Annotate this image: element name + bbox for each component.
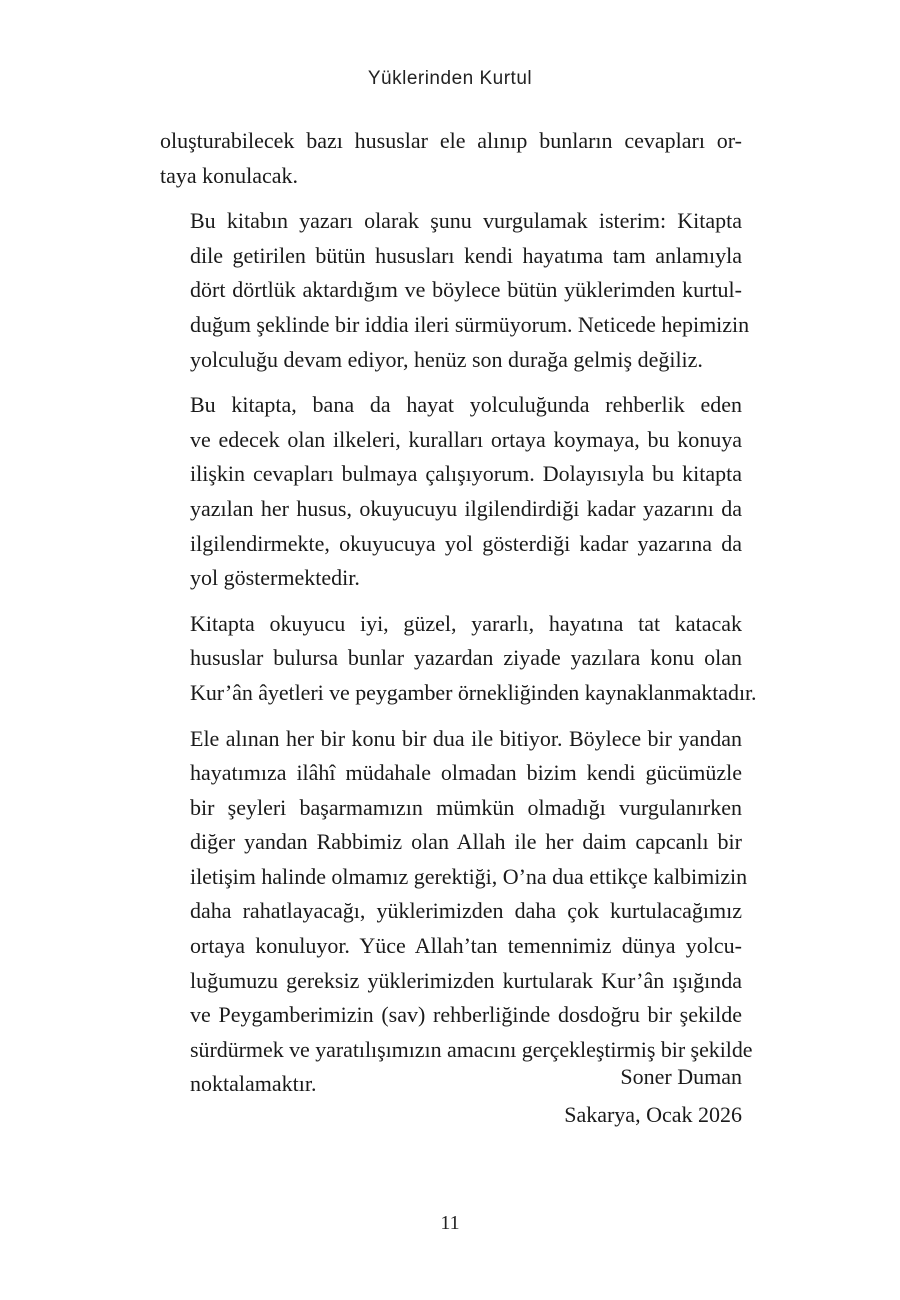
signature-author: Soner Duman [620, 1064, 742, 1089]
text-line: oluşturabilecek bazı hususlar ele alınıp bunların cevapları or- [160, 128, 742, 153]
text-line: Bu kitabın yazarı olarak şunu vurgulamak isterim: Kitapta [190, 208, 742, 234]
text-line: taya konulacak. [160, 162, 299, 188]
page-number: 11 [440, 1212, 460, 1234]
text-line: ortaya konuluyor. Yüce Allah’tan temennimiz dünya yolcu- [190, 933, 742, 959]
text-line: dile getirilen bütün hususları kendi hayatıma tam anlamıyla [190, 242, 742, 268]
text-line: yazılan her husus, okuyucuyu ilgilendirdiği kadar yazarını da [190, 495, 742, 521]
paragraph-1 [160, 124, 742, 193]
paragraph-5 [160, 722, 753, 1103]
text-line: yolculuğu devam ediyor, henüz son durağa gelmiş değiliz. [190, 346, 703, 372]
text-line: daha rahatlayacağı, yüklerimizden daha çok kurtulacağımız [190, 898, 742, 924]
paragraph-4 [160, 607, 757, 711]
text-line: ve Peygamberimizin (sav) rehberliğinde dosdoğru bir şekilde [190, 1002, 742, 1028]
paragraph-2 [160, 204, 750, 377]
text-line: yol göstermektedir. [190, 565, 360, 591]
text-line: Ele alınan her bir konu bir dua ile bitiyor. Böylece bir yandan [190, 725, 742, 751]
text-line: ve edecek olan ilkeleri, kuralları ortaya koymaya, bu konuya [190, 426, 742, 452]
text-line: diğer yandan Rabbimiz olan Allah ile her daim capcanlı bir [190, 829, 742, 855]
text-line: ilişkin cevapları bulmaya çalışıyorum. Dolayısıyla bu kitapta [190, 461, 742, 487]
text-line: bir şeyleri başarmamızın mümkün olmadığı vurgulanırken [190, 794, 742, 820]
text-line: Kitapta okuyucu iyi, güzel, yararlı, hayatına tat katacak [190, 610, 742, 636]
running-head-title: Yüklerinden Kurtul [367, 68, 533, 89]
text-line: dört dörtlük aktardığım ve böylece bütün yüklerimden kurtul- [190, 277, 742, 303]
text-line: noktalamaktır. [190, 1071, 317, 1097]
text-line: Kur’ân âyetleri ve peygamber örnekliğinden kaynaklanmaktadır. [190, 679, 757, 705]
text-line: duğum şeklinde bir iddia ileri sürmüyorum. Neticede hepimizin [190, 311, 750, 337]
paragraph-3 [160, 388, 742, 596]
text-line: iletişim halinde olmamız gerektiği, O’na dua ettikçe kalbimizin [190, 863, 748, 889]
body-text [160, 124, 757, 1113]
text-line: hayatımıza ilâhî müdahale olmadan bizim kendi gücümüzle [190, 760, 742, 786]
text-line: Bu kitapta, bana da hayat yolculuğunda rehberlik eden [190, 392, 742, 418]
text-line: sürdürmek ve yaratılışımızın amacını gerçekleştirmiş bir şekilde [190, 1036, 753, 1062]
text-line: ilgilendirmekte, okuyucuya yol gösterdiği kadar yazarına da [190, 530, 742, 556]
text-line: hususlar bulursa bunlar yazardan ziyade yazılara konu olan [190, 645, 742, 671]
text-line: luğumuzu gereksiz yüklerimizden kurtularak Kur’ân ışığında [190, 967, 742, 993]
signature-place-date: Sakarya, Ocak 2026 [564, 1102, 742, 1127]
